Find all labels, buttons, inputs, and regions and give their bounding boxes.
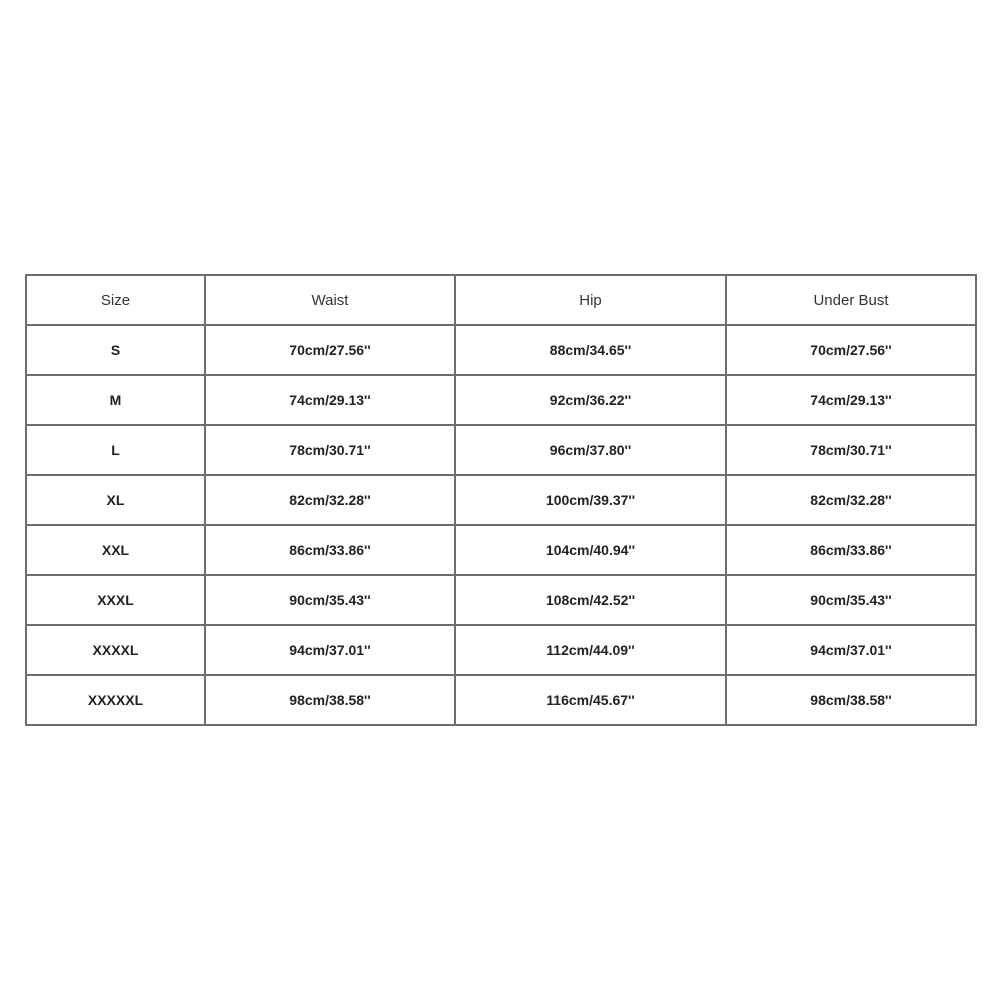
- under-bust-cell: 98cm/38.58'': [726, 675, 976, 725]
- waist-cell: 90cm/35.43'': [205, 575, 455, 625]
- size-cell: L: [26, 425, 205, 475]
- hip-cell: 96cm/37.80'': [455, 425, 726, 475]
- waist-cell: 70cm/27.56'': [205, 325, 455, 375]
- header-size: Size: [26, 275, 205, 325]
- under-bust-cell: 78cm/30.71'': [726, 425, 976, 475]
- hip-cell: 108cm/42.52'': [455, 575, 726, 625]
- hip-cell: 92cm/36.22'': [455, 375, 726, 425]
- table-row: [26, 375, 976, 425]
- header-row: [26, 275, 976, 325]
- table-row: [26, 525, 976, 575]
- table-row: [26, 475, 976, 525]
- size-cell: XXL: [26, 525, 205, 575]
- table-row: [26, 575, 976, 625]
- size-cell: XXXXL: [26, 625, 205, 675]
- size-cell: S: [26, 325, 205, 375]
- size-cell: XXXXXL: [26, 675, 205, 725]
- waist-cell: 98cm/38.58'': [205, 675, 455, 725]
- under-bust-cell: 86cm/33.86'': [726, 525, 976, 575]
- header-under-bust: Under Bust: [726, 275, 976, 325]
- waist-cell: 78cm/30.71'': [205, 425, 455, 475]
- header-waist: Waist: [205, 275, 455, 325]
- hip-cell: 104cm/40.94'': [455, 525, 726, 575]
- under-bust-cell: 70cm/27.56'': [726, 325, 976, 375]
- size-cell: M: [26, 375, 205, 425]
- hip-cell: 100cm/39.37'': [455, 475, 726, 525]
- under-bust-cell: 94cm/37.01'': [726, 625, 976, 675]
- table-row: [26, 625, 976, 675]
- under-bust-cell: 82cm/32.28'': [726, 475, 976, 525]
- under-bust-cell: 74cm/29.13'': [726, 375, 976, 425]
- waist-cell: 82cm/32.28'': [205, 475, 455, 525]
- table-row: [26, 425, 976, 475]
- waist-cell: 86cm/33.86'': [205, 525, 455, 575]
- hip-cell: 88cm/34.65'': [455, 325, 726, 375]
- size-chart-table: [25, 274, 977, 726]
- under-bust-cell: 90cm/35.43'': [726, 575, 976, 625]
- table-row: [26, 675, 976, 725]
- waist-cell: 74cm/29.13'': [205, 375, 455, 425]
- size-cell: XL: [26, 475, 205, 525]
- table-row: [26, 325, 976, 375]
- hip-cell: 116cm/45.67'': [455, 675, 726, 725]
- size-cell: XXXL: [26, 575, 205, 625]
- hip-cell: 112cm/44.09'': [455, 625, 726, 675]
- waist-cell: 94cm/37.01'': [205, 625, 455, 675]
- header-hip: Hip: [455, 275, 726, 325]
